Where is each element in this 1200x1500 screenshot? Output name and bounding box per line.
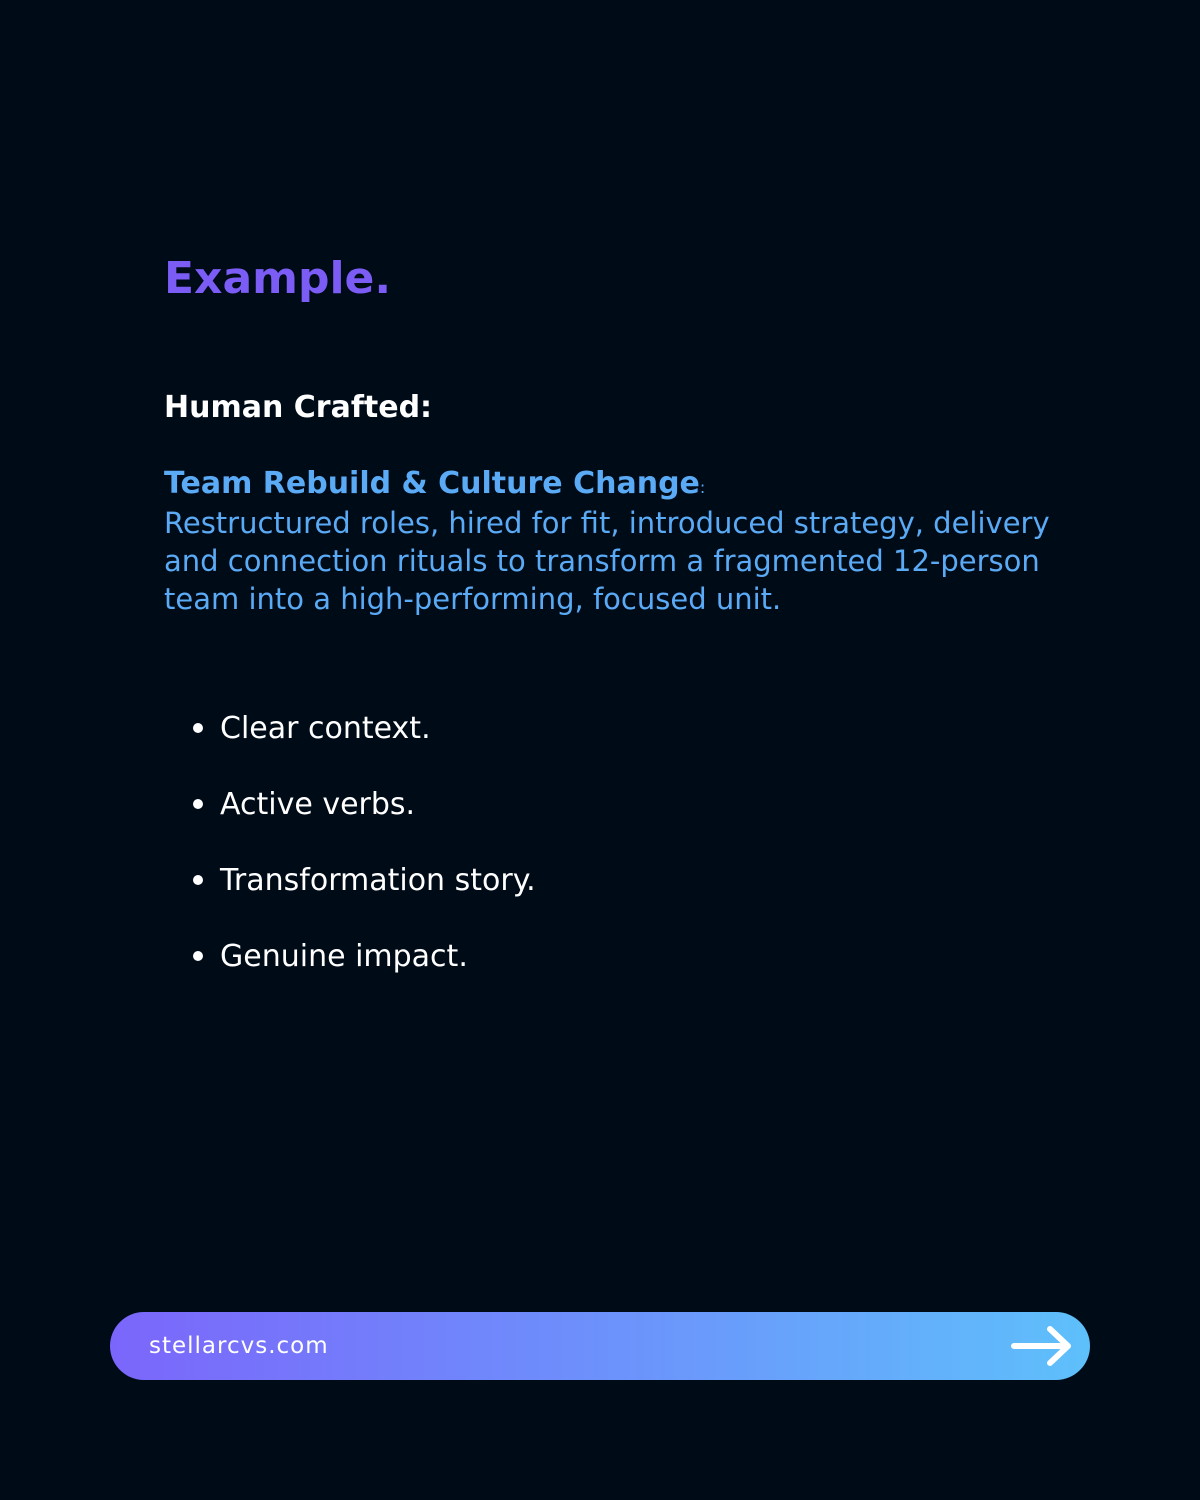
arrow-right-icon [1010, 1324, 1074, 1368]
list-item [164, 842, 536, 918]
bullet-dot-icon [193, 951, 203, 961]
bullet-dot-icon [193, 799, 203, 809]
bullet-text: Active verbs. [220, 786, 416, 822]
page-title: Example. [164, 253, 392, 304]
bullet-dot-icon [193, 723, 203, 733]
website-link-button[interactable] [110, 1312, 1090, 1380]
example-title: Team Rebuild & Culture Change [164, 466, 700, 501]
bullet-list [164, 690, 536, 994]
example-title-colon: : [699, 478, 706, 497]
bullet-text: Transformation story. [220, 862, 536, 898]
example-title-line [164, 464, 1054, 504]
content-area [164, 250, 1064, 974]
example-description: Restructured roles, hired for fit, introduced strategy, delivery and connection rituals to transform a fragmented 12-person team into a high-performing, focused unit. [164, 506, 1050, 616]
bullet-text: Genuine impact. [220, 938, 468, 974]
bullet-text: Clear context. [220, 710, 431, 746]
list-item [164, 690, 536, 766]
website-url: stellarcvs.com [149, 1333, 329, 1359]
list-item [164, 766, 536, 842]
section-subheading: Human Crafted: [164, 390, 433, 425]
bullet-dot-icon [193, 875, 203, 885]
example-block [164, 464, 1054, 618]
list-item [164, 918, 536, 994]
